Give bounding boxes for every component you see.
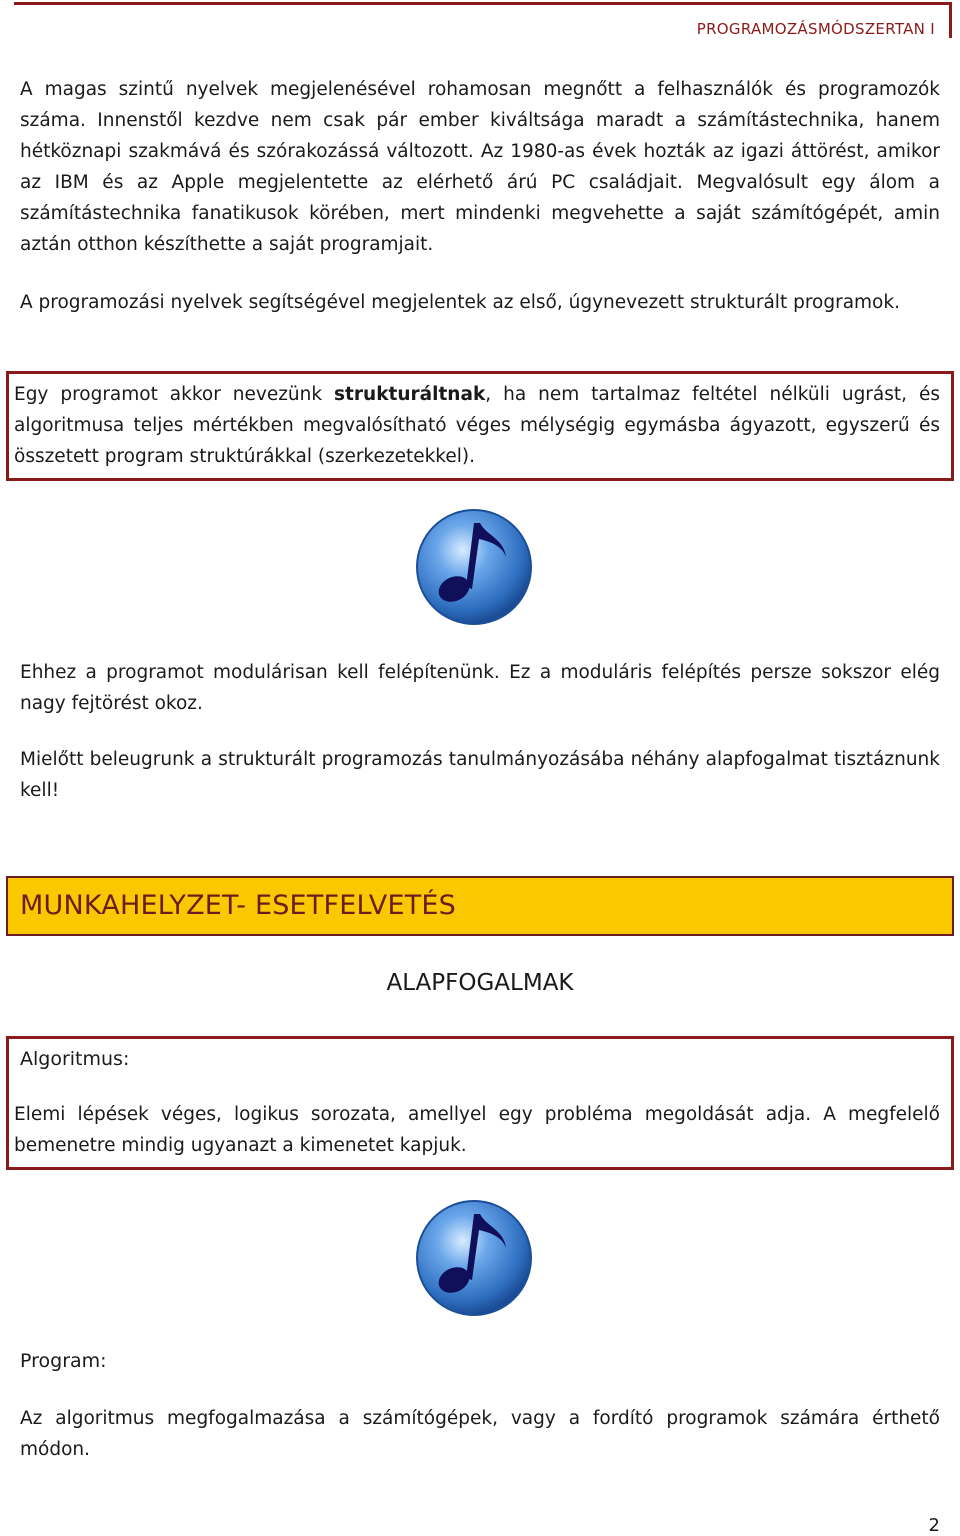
program-label-wrap bbox=[20, 1350, 107, 1372]
definition-text-end: , ha nem tartalmaz feltétel nélküli ugrást, és algoritmusa teljes mértékben megvalósítható véges mélységig egymásba ágyazott, egyszerű és összetett program struktúrákkal (szerkezetekkel). bbox=[14, 384, 940, 467]
algorithm-label-colon: : bbox=[122, 1048, 130, 1070]
modular-paragraph: Ehhez a programot modulárisan kell felépítenünk. Ez a moduláris felépítés persze sokszor elég nagy fejtörést okoz. bbox=[20, 662, 940, 714]
section-banner bbox=[6, 876, 954, 936]
structured-programs-paragraph: A programozási nyelvek segítségével megjelentek az első, úgynevezett strukturált programok. bbox=[20, 292, 900, 313]
section-title: MUNKAHELYZET- ESETFELVETÉS bbox=[20, 890, 457, 921]
definition-text-start: Egy programot akkor nevezünk bbox=[14, 384, 335, 405]
algorithm-label-wrap bbox=[20, 1048, 129, 1070]
subheading: ALAPFOGALMAK bbox=[386, 970, 574, 996]
intro-paragraph: A magas szintű nyelvek megjelenésével rohamosan megnőtt a felhasználók és programozók száma. Innenstől kezdve nem csak pár ember kiváltsága maradt a számítástechnika, hanem hétköznapi szakmává és szórakozássá változott. Az 1980-as évek hozták az igazi áttörést, amikor az IBM és az Apple megjelentette az elérhető árú PC családjait. Megvalósult egy álom a számítástechnika fanatikusok körében, mert mindenki megvehette a saját számítógépét, amin aztán otthon készíthette a saját programjait. bbox=[20, 79, 940, 255]
basics-paragraph: Mielőtt beleugrunk a strukturált programozás tanulmányozásába néhány alapfogalmat tisztáznunk kell! bbox=[20, 749, 940, 801]
page-header bbox=[14, 2, 952, 38]
definition-box bbox=[6, 371, 954, 481]
page-number: 2 bbox=[928, 1515, 940, 1536]
definition-text bbox=[14, 379, 940, 472]
music-note-icon bbox=[414, 505, 534, 625]
program-definition: Az algoritmus megfogalmazása a számítógépek, vagy a fordító programok számára érthető módon. bbox=[20, 1408, 940, 1460]
program-label: Program bbox=[20, 1350, 101, 1372]
program-label-colon: : bbox=[100, 1350, 107, 1372]
algorithm-label: Algoritmus bbox=[20, 1048, 123, 1070]
algorithm-box bbox=[6, 1036, 954, 1170]
music-note-icon bbox=[414, 1196, 534, 1316]
header-title: PROGRAMOZÁSMÓDSZERTAN I bbox=[696, 20, 935, 38]
definition-term: strukturáltnak bbox=[334, 384, 486, 405]
algorithm-definition: Elemi lépések véges, logikus sorozata, amellyel egy probléma megoldását adja. A megfelelő bemenetre mindig ugyanazt a kimenetet kapjuk. bbox=[14, 1104, 940, 1156]
